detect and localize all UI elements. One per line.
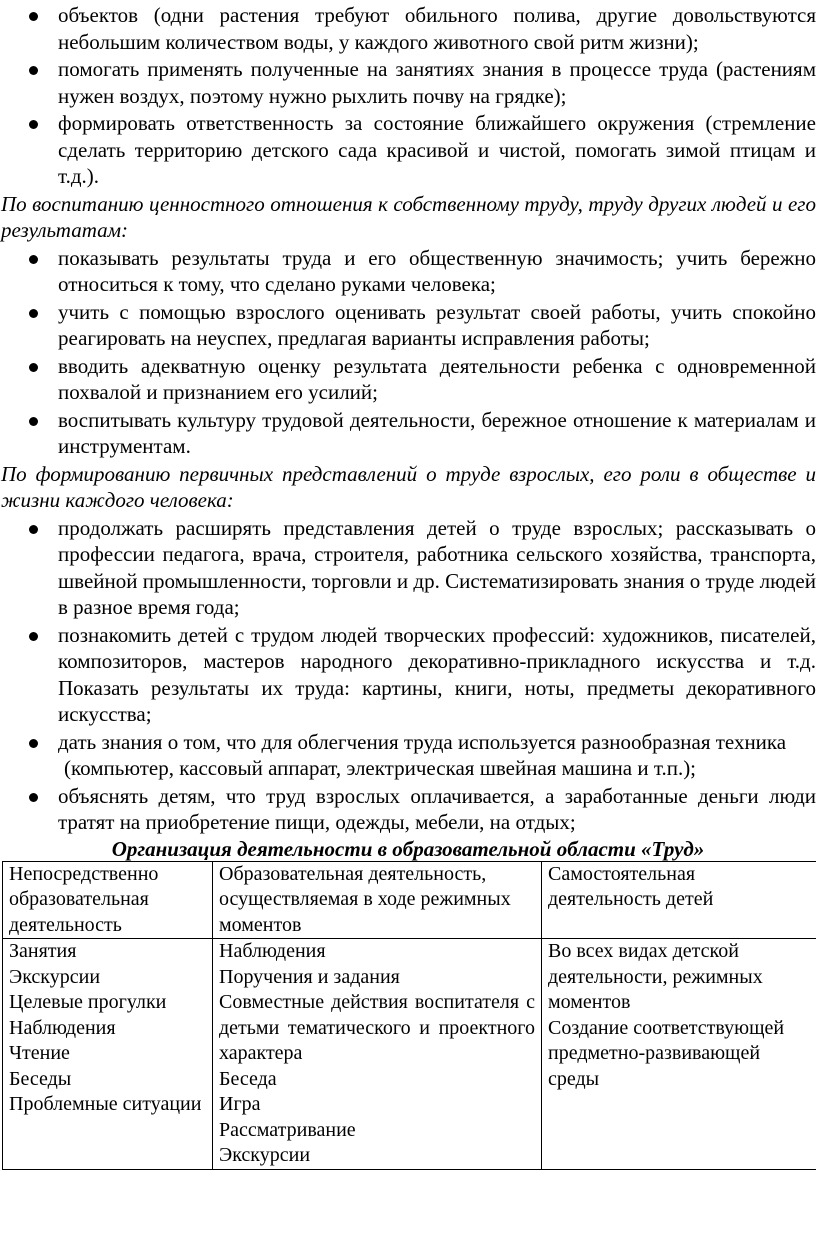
list-item-text: дать знания о том, что для облегчения труда используется разнообразная техника	[58, 729, 787, 754]
header-cell: Непосредственно образовательная деятельность	[3, 861, 213, 939]
list-item: воспитывать культуру трудовой деятельности, бережное отношение к материалам и инструментам.	[0, 407, 816, 460]
bullet-list-adult-work	[0, 515, 816, 836]
header-cell: Образовательная деятельность, осуществляемая в ходе режимных моментов	[213, 861, 542, 939]
table-row	[3, 939, 816, 1170]
cell-line: Наблюдения	[219, 940, 326, 962]
section-heading-values: По воспитанию ценностного отношения к собственному труду, труду других людей и его результатам:	[1, 191, 816, 242]
header-cell: Самостоятельная деятельность детей	[542, 861, 816, 939]
cell-line: Экскурсии	[219, 1144, 311, 1166]
list-item: помогать применять полученные на занятиях знания в процессе труда (растениям нужен воздух, поэтому нужно рыхлить почву на грядке);	[0, 56, 816, 109]
list-item: объяснять детям, что труд взрослых оплачивается, а заработанные деньги люди тратят на приобретение пищи, одежды, мебели, на отдых;	[0, 783, 816, 836]
cell-line: Совместные действия воспитателя с детьми тематического и проектного характера	[219, 991, 535, 1064]
activity-table	[2, 861, 816, 1170]
cell-line: Беседы	[9, 1067, 72, 1090]
cell-line: Чтение	[9, 1042, 70, 1064]
list-item: познакомить детей с трудом людей творческих профессий: художников, писателей, композиторов, мастеров народного декоративно-прикладного искусства и т.д. Показать результаты их труда: картины, книги, ноты, предметы декоративного искусства;	[0, 622, 816, 728]
cell-line: Игра	[219, 1093, 261, 1115]
cell-line: Во всех видах детской деятельности, режимных моментов	[548, 940, 763, 1013]
cell-line: Экскурсии	[9, 965, 101, 988]
list-item	[0, 729, 816, 782]
table-title: Организация деятельности в образовательной области «Труд»	[111, 836, 705, 861]
cell-line: Целевые прогулки	[9, 991, 167, 1013]
list-item: формировать ответственность за состояние ближайшего окружения (стремление сделать территорию детского сада красивой и чистой, помогать зимой птицам и т.д.).	[0, 110, 816, 190]
cell-line: Рассматривание	[219, 1118, 356, 1141]
bullet-list-values	[0, 245, 816, 460]
cell-direct-activities	[3, 939, 213, 1170]
bullet-list-nature	[0, 2, 816, 190]
cell-independent-activities	[542, 939, 816, 1170]
list-item-subline: (компьютер, кассовый аппарат, электрическая швейная машина и т.п.);	[64, 756, 697, 780]
cell-line: Создание соответствующей предметно-развивающей среды	[548, 1016, 785, 1090]
cell-line: Проблемные ситуации	[9, 1093, 202, 1115]
cell-line: Наблюдения	[9, 1016, 116, 1039]
list-item: продолжать расширять представления детей о труде взрослых; рассказывать о профессии педагога, врача, строителя, работника сельского хозяйства, транспорта, швейной промышленности, торговли и др. Систематизировать знания о труде людей в разное время года;	[0, 515, 816, 621]
list-item: вводить адекватную оценку результата деятельности ребенка с одновременной похвалой и признанием его усилий;	[0, 353, 816, 406]
cell-line: Поручения и задания	[219, 965, 400, 988]
section-heading-adult-work: По формированию первичных представлений о труде взрослых, его роли в обществе и жизни каждого человека:	[1, 461, 816, 512]
cell-routine-activities	[213, 939, 542, 1170]
cell-line: Занятия	[9, 940, 77, 962]
list-item: учить с помощью взрослого оценивать результат своей работы, учить спокойно реагировать на неуспех, предлагая варианты исправления работы;	[0, 299, 816, 352]
table-header-row	[3, 861, 816, 939]
cell-line: Беседа	[219, 1067, 277, 1090]
list-item: показывать результаты труда и его общественную значимость; учить бережно относиться к тому, что сделано руками человека;	[0, 245, 816, 298]
list-item: объектов (одни растения требуют обильного полива, другие довольствуются небольшим количеством воды, у каждого животного свой ритм жизни);	[0, 2, 816, 55]
